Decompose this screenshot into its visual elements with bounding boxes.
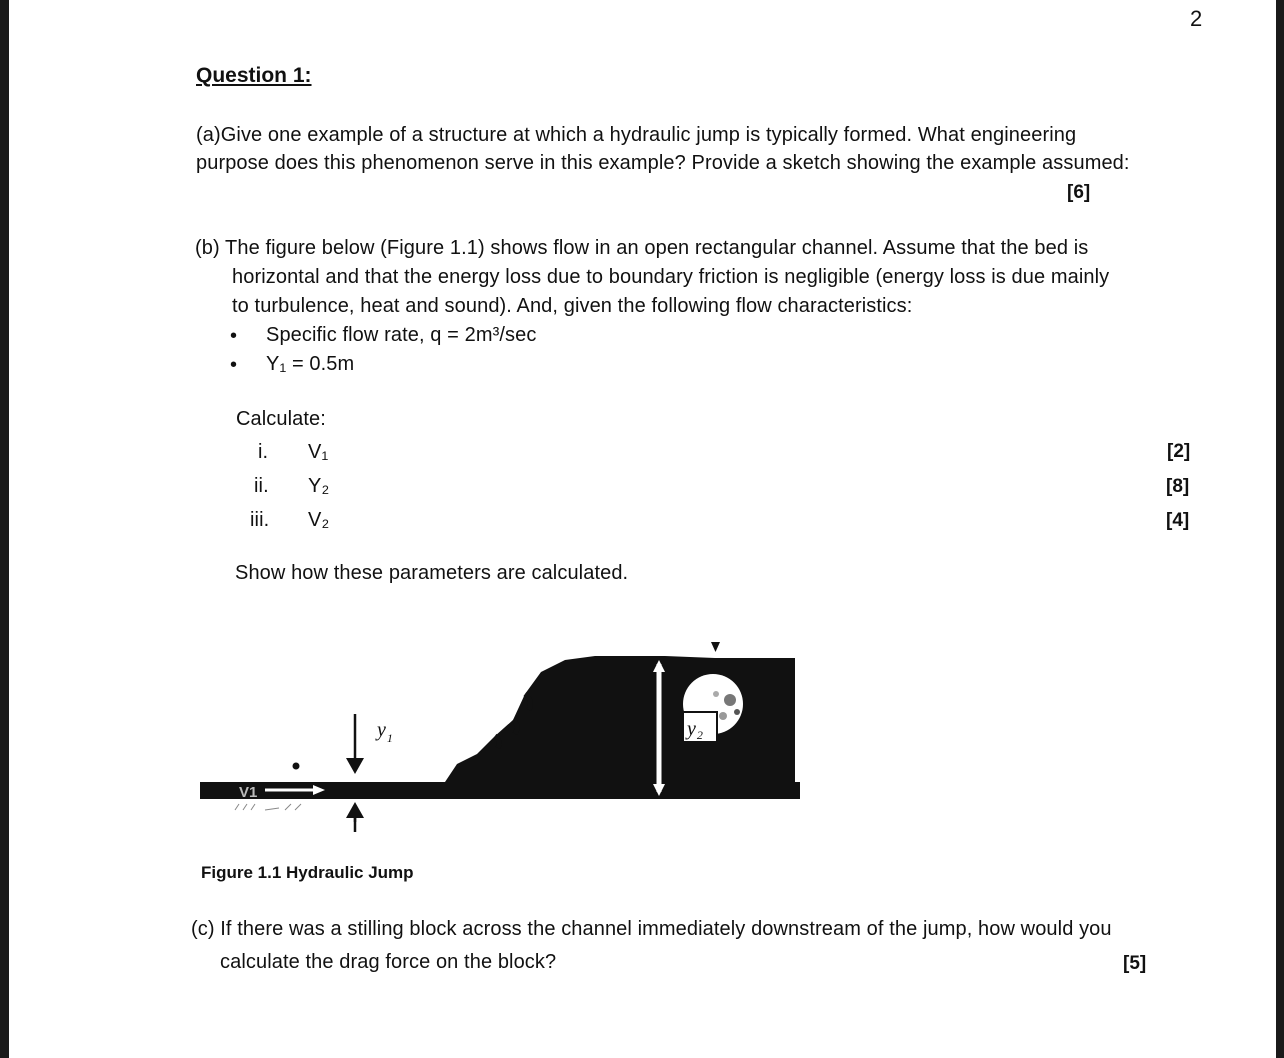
item-numeral: ii.: [254, 475, 269, 497]
y2-label: $y_2$: [687, 718, 703, 742]
part-c-line-1: (c) If there was a stilling block across the channel immediately downstream of the jump, how would you: [191, 918, 1112, 940]
question-title: Question 1:: [196, 64, 312, 87]
part-a-line-1: (a)Give one example of a structure at which a hydraulic jump is typically formed. What engineering: [196, 124, 1077, 146]
hydraulic-jump-body: [445, 656, 795, 782]
bullet-flow-rate: Specific flow rate, q = 2m³/sec: [266, 324, 537, 346]
page-number: 2: [1190, 6, 1203, 31]
hydraulic-jump-figure: [195, 632, 805, 832]
item-label: V₁: [308, 441, 329, 463]
y1-arrow-down-head: [346, 758, 364, 774]
turbulence-speck: [724, 694, 736, 706]
part-b-line-3: to turbulence, heat and sound). And, given the following flow characteristics:: [232, 295, 913, 317]
figure-caption: Figure 1.1 Hydraulic Jump: [201, 863, 414, 882]
part-c-marks: [5]: [1123, 953, 1147, 974]
bullet-marker: •: [230, 325, 238, 347]
v1-label: V1: [239, 784, 258, 801]
item-marks: [4]: [1166, 510, 1190, 531]
small-dot-marker: [293, 763, 300, 770]
item-marks: [8]: [1166, 476, 1190, 497]
turbulence-speck: [719, 712, 727, 720]
item-label: Y₂: [308, 475, 330, 497]
part-a-line-2: purpose does this phenomenon serve in this example? Provide a sketch showing the example assumed:: [196, 152, 1130, 174]
scan-edge-left: [0, 0, 9, 1058]
turbulence-speck: [713, 691, 719, 697]
bed-hatching: [235, 804, 301, 810]
item-marks: [2]: [1167, 441, 1191, 462]
y1-arrow-up-head: [346, 802, 364, 818]
y1-label: $y_1$: [377, 719, 393, 745]
item-numeral: i.: [258, 441, 269, 463]
bullet-y1-depth: Y₁ = 0.5m: [266, 353, 355, 375]
item-label: V₂: [308, 509, 330, 531]
bullet-marker: •: [230, 354, 238, 376]
turbulence-speck: [734, 709, 740, 715]
scan-edge-right: [1276, 0, 1284, 1058]
part-c-line-2: calculate the drag force on the block?: [220, 951, 557, 973]
item-numeral: iii.: [250, 509, 270, 531]
part-a-marks: [6]: [1067, 182, 1091, 203]
calculate-label: Calculate:: [236, 408, 326, 430]
instruction-text: Show how these parameters are calculated.: [235, 562, 629, 584]
part-b-line-1: (b) The figure below (Figure 1.1) shows flow in an open rectangular channel. Assume that the bed is: [195, 237, 1089, 259]
part-b-line-2: horizontal and that the energy loss due to boundary friction is negligible (energy loss is due mainly: [232, 266, 1110, 288]
water-surface-marker: [711, 642, 720, 652]
